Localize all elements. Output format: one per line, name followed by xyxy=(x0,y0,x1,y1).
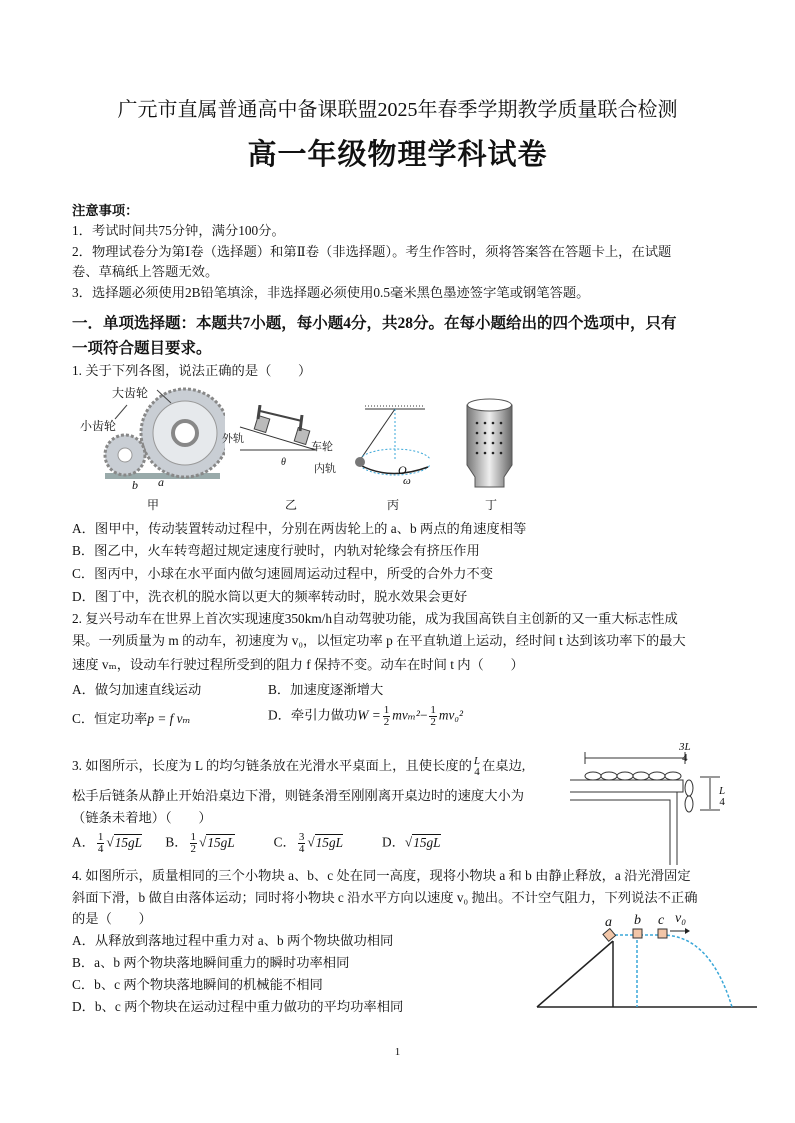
q2-option-d: D．牵引力做功W = $\frac{1}{2}$ mvₘ²− $\frac{1}{2}$ mv₀² xyxy=(268,704,464,728)
q1-option-b: B．图乙中，火车转弯超过规定速度行驶时，内轨对轮缘会有挤压作用 xyxy=(72,543,480,558)
note-item: 1．考试时间共75分钟，满分100分。 xyxy=(72,223,285,238)
q1-option-c: C．图丙中，小球在水平面内做匀速圆周运动过程中，所受的合外力不变 xyxy=(72,566,494,581)
block-b-icon xyxy=(633,929,642,938)
note-item: 3．选择题必须使用2B铅笔填涂，非选择题必须使用0.5毫米黑色墨迹签字笔或钢笔答题。 xyxy=(72,285,590,300)
omega-label: ω xyxy=(403,475,411,487)
q3-option-a: A． $\frac{1}{4}$ √15gL xyxy=(72,831,143,855)
q2-option-a: A．做匀加速直线运动 xyxy=(72,682,202,697)
pendulum-figure xyxy=(350,405,430,485)
q4-option-c: C．b、c 两个物块落地瞬间的机械能不相同 xyxy=(72,977,323,992)
q2-stem-line: 果。一列质量为 m 的动车，初速度为 v₀，以恒定功率 p 在平直轨道上运动，经时间 t 达到该功率下的最大 xyxy=(72,633,686,648)
section-heading: 一．单项选择题：本题共7小题，每小题4分，共28分。在每小题给出的四个选项中，只有 xyxy=(72,315,677,332)
q3-stem-line2: 松手后链条从静止开始沿桌边下滑，则链条滑至刚刚离开桌边时的速度大小为 xyxy=(72,788,525,803)
q2-option-c xyxy=(72,710,191,728)
wheel-label: 车轮 xyxy=(311,441,333,453)
block-c-icon xyxy=(658,929,667,938)
spin-drum-figure xyxy=(462,395,517,490)
q2-option-d-label: D．牵引力做功 xyxy=(268,707,358,723)
caption-yi: 乙 xyxy=(285,498,298,512)
q3-option-c: C． $\frac{3}{4}$ √15gL xyxy=(273,831,343,855)
exam-title: 高一年级物理学科试卷 xyxy=(247,139,548,171)
q3-stem-line3: （链条未着地）（ ） xyxy=(72,810,212,825)
inner-rail-label: 内轨 xyxy=(314,463,336,475)
q2-stem-line: 2. 复兴号动车在世界上首次实现速度350km/h自动驾驶功能，成为我国高铁自主创新的又一重大标志性成 xyxy=(72,611,678,626)
q4-stem-line: 斜面下滑，b 做自由落体运动；同时将小物块 c 沿水平方向以速度 v₀ 抛出。不计空气阻力，下列说法不正确 xyxy=(72,890,698,905)
q3-options xyxy=(72,832,441,855)
q4-label-b: b xyxy=(634,913,641,928)
q2-option-b: B．加速度逐渐增大 xyxy=(268,682,384,697)
q1-stem: 1. 关于下列各图，说法正确的是（ ） xyxy=(72,363,312,378)
q4-label-v0: v₀ xyxy=(675,911,687,926)
q3-stem-line1: 3. 如图所示，长度为 L 的均匀链条放在光滑水平桌面上，且使长度的 L 4 在桌边, xyxy=(72,755,526,778)
note-item: 2．物理试卷分为第Ⅰ卷（选择题）和第Ⅱ卷（非选择题）。考生作答时，须将答案答在答题卡上，在试题 xyxy=(72,244,672,259)
formula-w: W = xyxy=(357,707,381,723)
q3-fig-top-label: 3L 4 xyxy=(679,741,691,764)
point-a-label: a xyxy=(158,475,164,489)
small-gear-label: 小齿轮 xyxy=(80,419,117,433)
incline-projectile-figure xyxy=(535,925,760,1010)
q1-option-d: D．图丁中，洗衣机的脱水筒以更大的频率转动时，脱水效果会更好 xyxy=(72,589,468,604)
outer-rail-label: 外轨 xyxy=(222,433,244,445)
q3-option-d: D．√15gL xyxy=(381,834,441,850)
q4-stem-line: 4. 如图所示，质量相同的三个小物块 a、b、c 处在同一高度，现将小物块 a 和 b 由静止释放，a 沿光滑固定 xyxy=(72,868,691,883)
q4-stem-line: 的是（ ） xyxy=(72,911,152,926)
q4-option-a: A．从释放到落地过程中重力对 a、b 两个物块做功相同 xyxy=(72,933,394,948)
caption-bing: 丙 xyxy=(387,498,400,512)
q3-fig-side-label: L 4 xyxy=(719,785,726,808)
q2-stem-line: 速度 vₘ，设动车行驶过程所受到的阻力 f 保持不变。动车在时间 t 内（ ） xyxy=(72,657,524,672)
center-O-label: O xyxy=(398,463,407,477)
q3-option-b: B． $\frac{1}{2}$ √15gL xyxy=(165,831,235,855)
q4-option-d: D．b、c 两个物块在运动过程中重力做功的平均功率相同 xyxy=(72,999,404,1014)
caption-jia: 甲 xyxy=(147,498,160,512)
q4-label-c: c xyxy=(658,913,665,928)
exam-subtitle: 广元市直属普通高中备课联盟2025年春季学期教学质量联合检测 xyxy=(117,99,678,121)
formula-term: mv₀² xyxy=(438,707,464,723)
q1-option-a: A．图甲中，传动装置转动过程中，分别在两齿轮上的 a、b 两点的角速度相等 xyxy=(72,521,527,536)
velocity-arrow-icon xyxy=(685,928,690,934)
theta-label: θ xyxy=(281,457,286,468)
q2-option-c-label: C．恒定功率 xyxy=(72,711,148,726)
formula-term: mvₘ² xyxy=(392,707,420,723)
ball-icon xyxy=(355,457,365,467)
big-gear-label: 大齿轮 xyxy=(112,386,149,400)
point-b-label: b xyxy=(132,478,138,492)
q2-option-c-formula: p = f vₘ xyxy=(147,711,191,726)
page-number: 1 xyxy=(394,1046,401,1058)
section-heading-cont: 一项符合题目要求。 xyxy=(72,340,212,357)
rail-figure xyxy=(238,405,318,475)
notes-heading: 注意事项： xyxy=(72,203,139,218)
note-item: 卷、草稿纸上答题无效。 xyxy=(72,264,219,279)
q4-label-a: a xyxy=(605,915,612,930)
caption-ding: 丁 xyxy=(485,498,498,512)
q4-option-b: B．a、b 两个物块落地瞬间重力的瞬时功率相同 xyxy=(72,955,350,970)
